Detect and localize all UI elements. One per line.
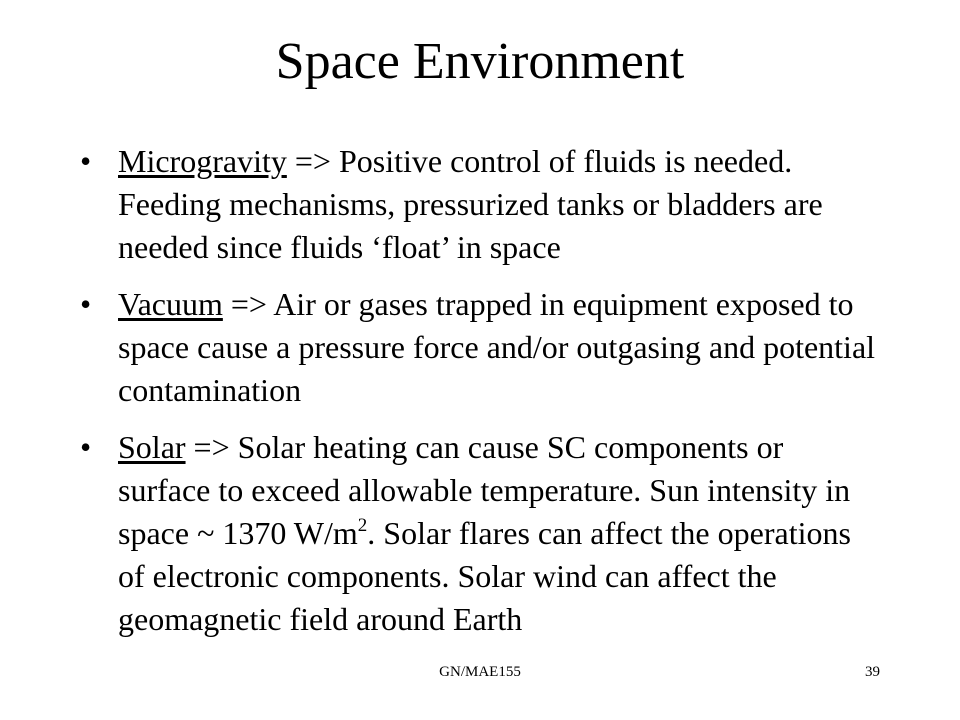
bullet-solar [80, 426, 880, 641]
bullet-term: Solar [118, 429, 186, 465]
bullet-term: Vacuum [118, 286, 223, 322]
slide-title: Space Environment [275, 33, 685, 90]
footer-page-number: 39 [865, 664, 880, 680]
bullet-text: => Positive control of fluids is needed. Feeding mechanisms, pressurized tanks or bladders are needed since fluids ‘float’ in space [118, 143, 823, 265]
bullet-text-before-superscript: => Solar heating can cause SC components or surface to exceed allowable temperature. Sun intensity in space ~ 1370 W/m [118, 429, 851, 551]
bullet-icon: • [80, 286, 92, 322]
bullet-term: Microgravity [118, 143, 287, 179]
footer-course-code: GN/MAE155 [439, 664, 521, 680]
bullet-text: => Air or gases trapped in equipment exposed to space cause a pressure force and/or outgasing and potential contamination [118, 286, 876, 408]
bullet-icon: • [80, 143, 92, 179]
superscript-two: 2 [357, 515, 368, 536]
bullet-list [80, 140, 880, 655]
bullet-microgravity [80, 140, 880, 269]
bullet-vacuum [80, 283, 880, 412]
bullet-icon: • [80, 429, 92, 465]
bullet-text-after-superscript: . Solar flares can affect the operations of electronic components. Solar wind can affect the geomagnetic field around Earth [118, 515, 851, 637]
